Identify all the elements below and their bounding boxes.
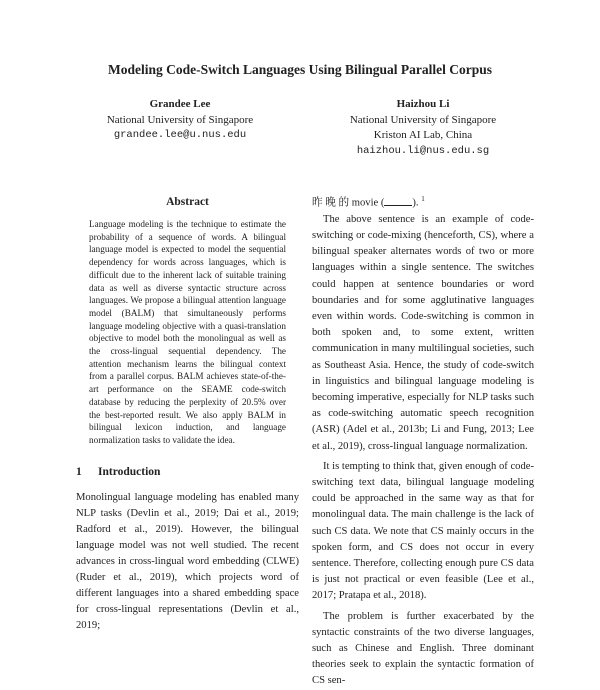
intro-paragraph: Monolingual language modeling has enabled many NLP tasks (Devlin et al., 2019; Dai et al., 2019; Radford et al., 2019). However, the bilingual language model was not well studied. The recent advances in cross-lingual word embedding (CLWE) (Ruder et al., 2019), which projects word of different languages into a shared embedding space for cross-lingual representations (Devlin et al., 2019; [76, 492, 299, 631]
author-block-1 [60, 97, 300, 144]
author-affiliation: National University of Singapore [106, 113, 254, 126]
author-block-2 [303, 97, 543, 159]
author-name: Haizhou Li [396, 98, 450, 110]
author-affiliation: Kriston AI Lab, China [373, 129, 473, 141]
right-column [312, 191, 534, 690]
section-heading [76, 466, 299, 478]
author-email: grandee.lee@u.nus.edu [113, 129, 247, 141]
footnote-marker: 1 [421, 195, 425, 203]
example-blank [384, 196, 412, 206]
example-text-end: ). [412, 197, 419, 209]
example-chinese: 昨 晚 的 [312, 197, 350, 209]
abstract-heading: Abstract [166, 196, 209, 208]
abstract-text: Language modeling is the technique to estimate the probability of a sequence of words. A bilingual language model is expected to model the sequential dependency for words across languages, which is difficult due to the inherent lack of suitable training data as well as diverse syntactic structure across languages. We propose a bilingual attention language model (BALM) that simultaneously performs language modeling objective with a quasi-translation objective to model both the monolingual as well as the cross-lingual sequential dependency. The attention mechanism learns the bilingual context from a parallel corpus. BALM achieves state-of-the-art performance on the SEAME code-switch database by reducing the perplexity of 20.5% over the best-reported result. We also apply BALM in bilingual lexicon induction, and language normalization tasks to validate the idea. [89, 219, 286, 445]
paper-title: Modeling Code-Switch Languages Using Bilingual Parallel Corpus [107, 62, 493, 77]
author-affiliation: National University of Singapore [349, 113, 497, 126]
example-sentence [312, 191, 534, 212]
section-title: Introduction [98, 466, 161, 478]
author-email: haizhou.li@nus.edu.sg [356, 144, 490, 157]
body-paragraph: It is tempting to think that, given enough of code-switching text data, bilingual language modeling could be approached in the same way as that for monolingual data. The main challenge is the lack of such CS data. We note that CS mainly occurs in the spoken form, and CS does not occur in every sentence. Therefore, collecting enough pure CS data is just not practical or even feasible (Lee et al., 2017; Pratapa et al., 2018). [312, 460, 534, 602]
body-paragraph: The above sentence is an example of code-switching or code-mixing (henceforth, CS), where a bilingual speaker alternates words of two or more languages within a single sentence. The switches could happen at sentence boundaries or word boundaries and for some agglutinative languages even within words. Code-switching is common in both spoken and, to some extent, written communication in many multilingual societies, such as Southeast Asia. Hence, the study of code-switch in linguistics and bilingual language modeling is becoming imperative, especially for NLP tasks such as code-switching automatic speech recognition (ASR) (Adel et al., 2013b; Li and Fung, 2013; Lee et al., 2019), cross-lingual language normalization. [312, 213, 534, 452]
section-number: 1 [76, 466, 82, 478]
author-name: Grandee Lee [149, 98, 211, 110]
example-text: movie ( [351, 197, 385, 209]
body-paragraph: The problem is further exacerbated by the syntactic constraints of the two diverse languages, such as Chinese and English. Three dominant theories seek to explain the syntactic formation of CS sen- [312, 610, 534, 687]
